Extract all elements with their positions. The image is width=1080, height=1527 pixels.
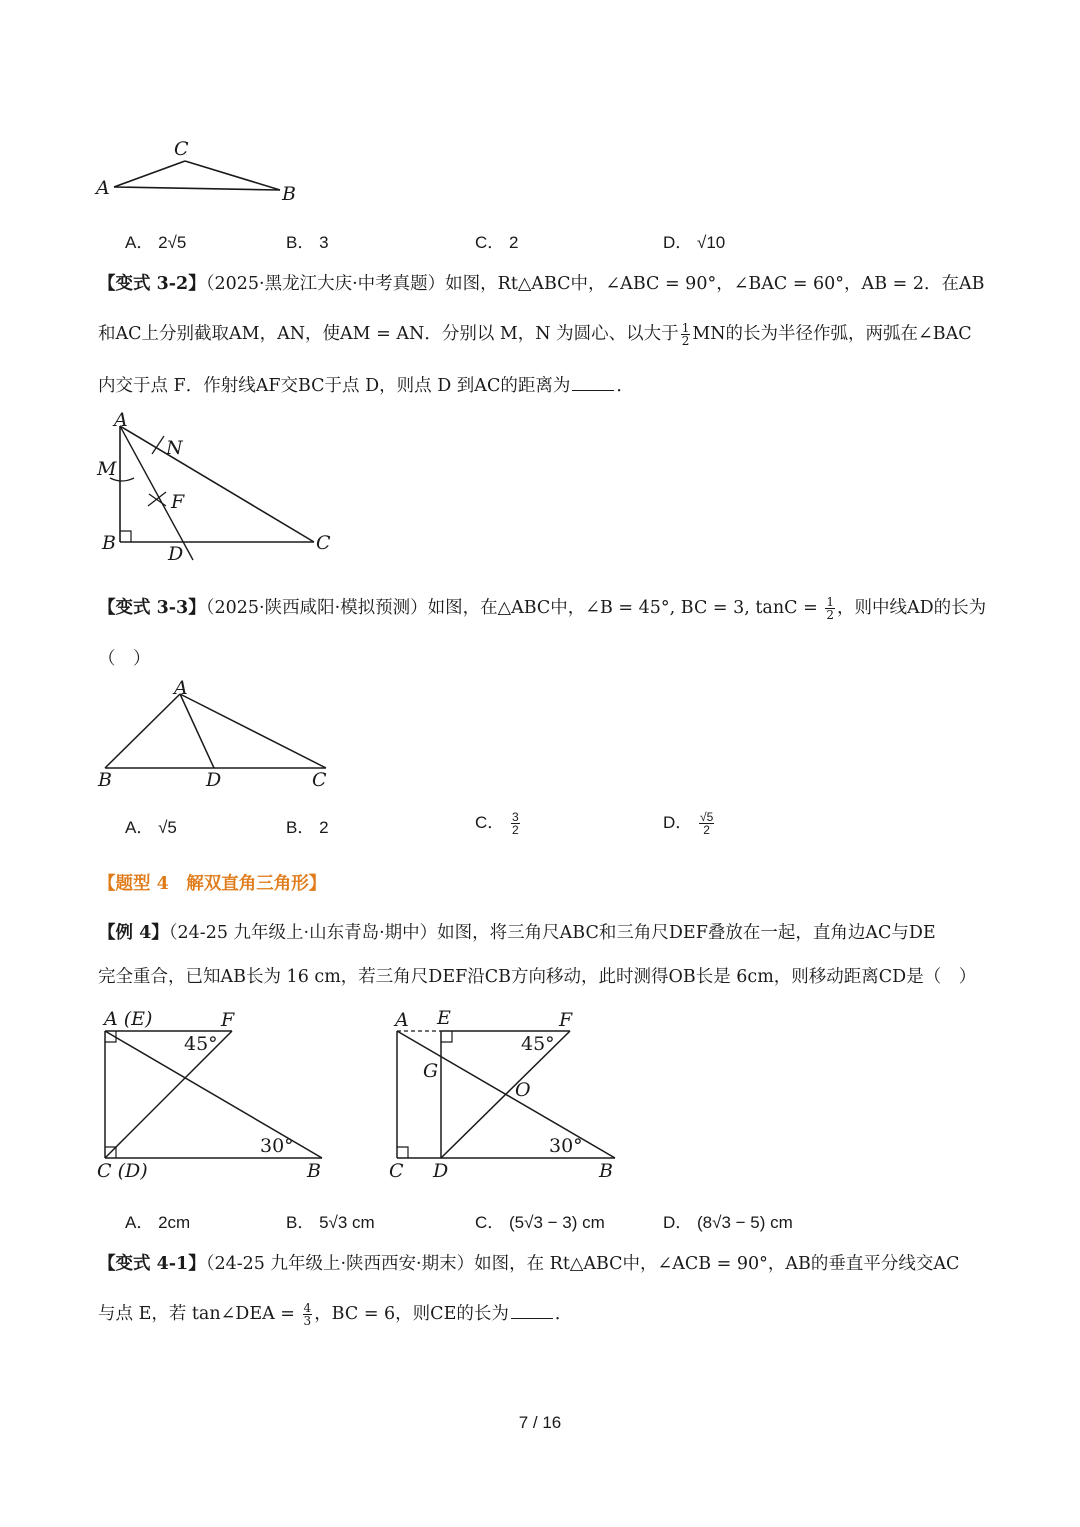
v33-option-b[interactable]: B． 2 bbox=[286, 818, 329, 837]
v32-fig-label-c: C bbox=[316, 532, 331, 554]
ex4-option-d[interactable]: D． (8√3 − 5) cm bbox=[663, 1213, 793, 1232]
v32-fraction: $\frac{1}{2}$ bbox=[681, 321, 690, 348]
v32-answer-blank[interactable] bbox=[572, 376, 614, 391]
type4-heading: 【题型 4 解双直角三角形】 bbox=[98, 874, 327, 894]
ex4-right-label-e: E bbox=[437, 1007, 451, 1029]
ex4-right-label-b: B bbox=[599, 1160, 613, 1182]
prev-option-a[interactable]: A． 2√5 bbox=[125, 233, 187, 252]
v32-fig-label-m: M bbox=[97, 458, 117, 480]
ex4-left-label-f: F bbox=[221, 1009, 235, 1031]
v32-fig-label-f: F bbox=[171, 491, 185, 513]
v41-tag: 【变式 4-1】 bbox=[98, 1254, 206, 1274]
v32-source: （2025·黑龙江大庆·中考真题） bbox=[205, 274, 446, 294]
v33-source: （2025·陕西咸阳·模拟预测） bbox=[205, 598, 428, 618]
v33-fig-label-b: B bbox=[98, 769, 112, 791]
prev-option-d[interactable]: D． √10 bbox=[663, 233, 726, 252]
v32-fig-label-n: N bbox=[166, 437, 183, 459]
ex4-line1: 【例 4】（24-25 九年级上·山东青岛·期中）如图，将三角尺ABC和三角尺DEF叠放在一起，直角边AC与DE bbox=[98, 923, 936, 943]
ex4-left-label-b: B bbox=[307, 1160, 321, 1182]
ex4-option-a[interactable]: A． 2cm bbox=[125, 1213, 191, 1232]
fig1-label-b: B bbox=[282, 183, 296, 205]
ex4-right-angle-45: 45° bbox=[521, 1033, 555, 1055]
ex4-left-angle-45: 45° bbox=[184, 1033, 218, 1055]
fig1-label-c: C bbox=[174, 138, 189, 160]
v33-fig-label-c: C bbox=[312, 769, 327, 791]
fig1-label-a: A bbox=[96, 177, 110, 199]
v41-line1: 【变式 4-1】（24-25 九年级上·陕西西安·期末）如图，在 Rt△ABC中，∠ACB = 90°，AB的垂直平分线交AC bbox=[98, 1254, 960, 1274]
v33-option-a[interactable]: A． √5 bbox=[125, 818, 177, 837]
page-number: 7 / 16 bbox=[518, 1413, 562, 1432]
v41-answer-blank[interactable] bbox=[511, 1304, 553, 1319]
v32-fig-label-a: A bbox=[114, 409, 128, 431]
ex4-line2: 完全重合，已知AB长为 16 cm，若三角尺DEF沿CB方向移动，此时测得OB长是 6cm，则移动距离CD是（ ） bbox=[98, 967, 977, 987]
figure-triangle-abc-top bbox=[90, 132, 320, 212]
v33-fig-label-a: A bbox=[174, 677, 188, 699]
figure-v33-triangle bbox=[90, 674, 350, 794]
ex4-right-label-c: C bbox=[389, 1160, 404, 1182]
ex4-left-label-ae: A (E) bbox=[104, 1008, 153, 1030]
figure-v32-construction bbox=[92, 408, 352, 568]
ex4-left-label-cd: C (D) bbox=[97, 1160, 148, 1182]
prev-option-c[interactable]: C． 2 bbox=[475, 233, 519, 252]
v41-line2: 与点 E，若 tan∠DEA = $\frac{4}{3}$ ，BC = 6，则CE的长为 ． bbox=[98, 1301, 573, 1328]
v33-line2: （ ） bbox=[98, 649, 151, 669]
v33-line1: 【变式 3-3】（2025·陕西咸阳·模拟预测）如图，在△ABC中，∠B = 45°, BC = 3, tanC = $\frac{1}{2}$ ，则中线AD的长为 bbox=[98, 595, 987, 622]
v41-source: （24-25 九年级上·陕西西安·期末） bbox=[205, 1254, 475, 1274]
v33-option-c[interactable]: C． $\frac{3}{2}$ bbox=[475, 810, 519, 838]
v32-tag: 【变式 3-2】 bbox=[98, 274, 206, 294]
ex4-left-angle-30: 30° bbox=[260, 1135, 294, 1157]
ex4-right-label-a: A bbox=[395, 1009, 409, 1031]
v32-fig-label-b: B bbox=[102, 532, 116, 554]
ex4-right-label-d: D bbox=[433, 1160, 449, 1182]
v33-tag: 【变式 3-3】 bbox=[98, 598, 206, 618]
v32-fig-label-d: D bbox=[168, 543, 184, 565]
figure-ex4-right bbox=[385, 1004, 635, 1184]
ex4-right-label-o: O bbox=[515, 1079, 531, 1101]
v41-fraction: $\frac{4}{3}$ bbox=[303, 1301, 312, 1328]
v32-line2: 和AC上分别截取AM，AN，使AM = AN．分别以 M，N 为圆心、以大于 $\frac{1}{2}$ MN的长为半径作弧，两弧在∠BAC bbox=[98, 321, 972, 348]
ex4-tag: 【例 4】 bbox=[98, 923, 169, 943]
ex4-option-c[interactable]: C． (5√3 − 3) cm bbox=[475, 1213, 605, 1232]
ex4-right-label-g: G bbox=[423, 1060, 439, 1082]
v32-line1: 【变式 3-2】（2025·黑龙江大庆·中考真题）如图，Rt△ABC中，∠ABC = 90°，∠BAC = 60°，AB = 2．在AB bbox=[98, 274, 985, 294]
v33-fig-label-d: D bbox=[206, 769, 222, 791]
v33-fraction: $\frac{1}{2}$ bbox=[826, 595, 834, 622]
figure-ex4-left bbox=[92, 1004, 342, 1184]
prev-option-b[interactable]: B． 3 bbox=[286, 233, 329, 252]
v33-option-d[interactable]: D． $\frac{√5}{2}$ bbox=[663, 810, 714, 838]
ex4-right-angle-30: 30° bbox=[549, 1135, 583, 1157]
v32-line3: 内交于点 F．作射线AF交BC于点 D，则点 D 到AC的距离为 ． bbox=[98, 376, 634, 396]
ex4-option-b[interactable]: B． 5√3 cm bbox=[286, 1213, 375, 1232]
ex4-right-label-f: F bbox=[559, 1009, 573, 1031]
ex4-source: （24-25 九年级上·山东青岛·期中） bbox=[168, 923, 438, 943]
